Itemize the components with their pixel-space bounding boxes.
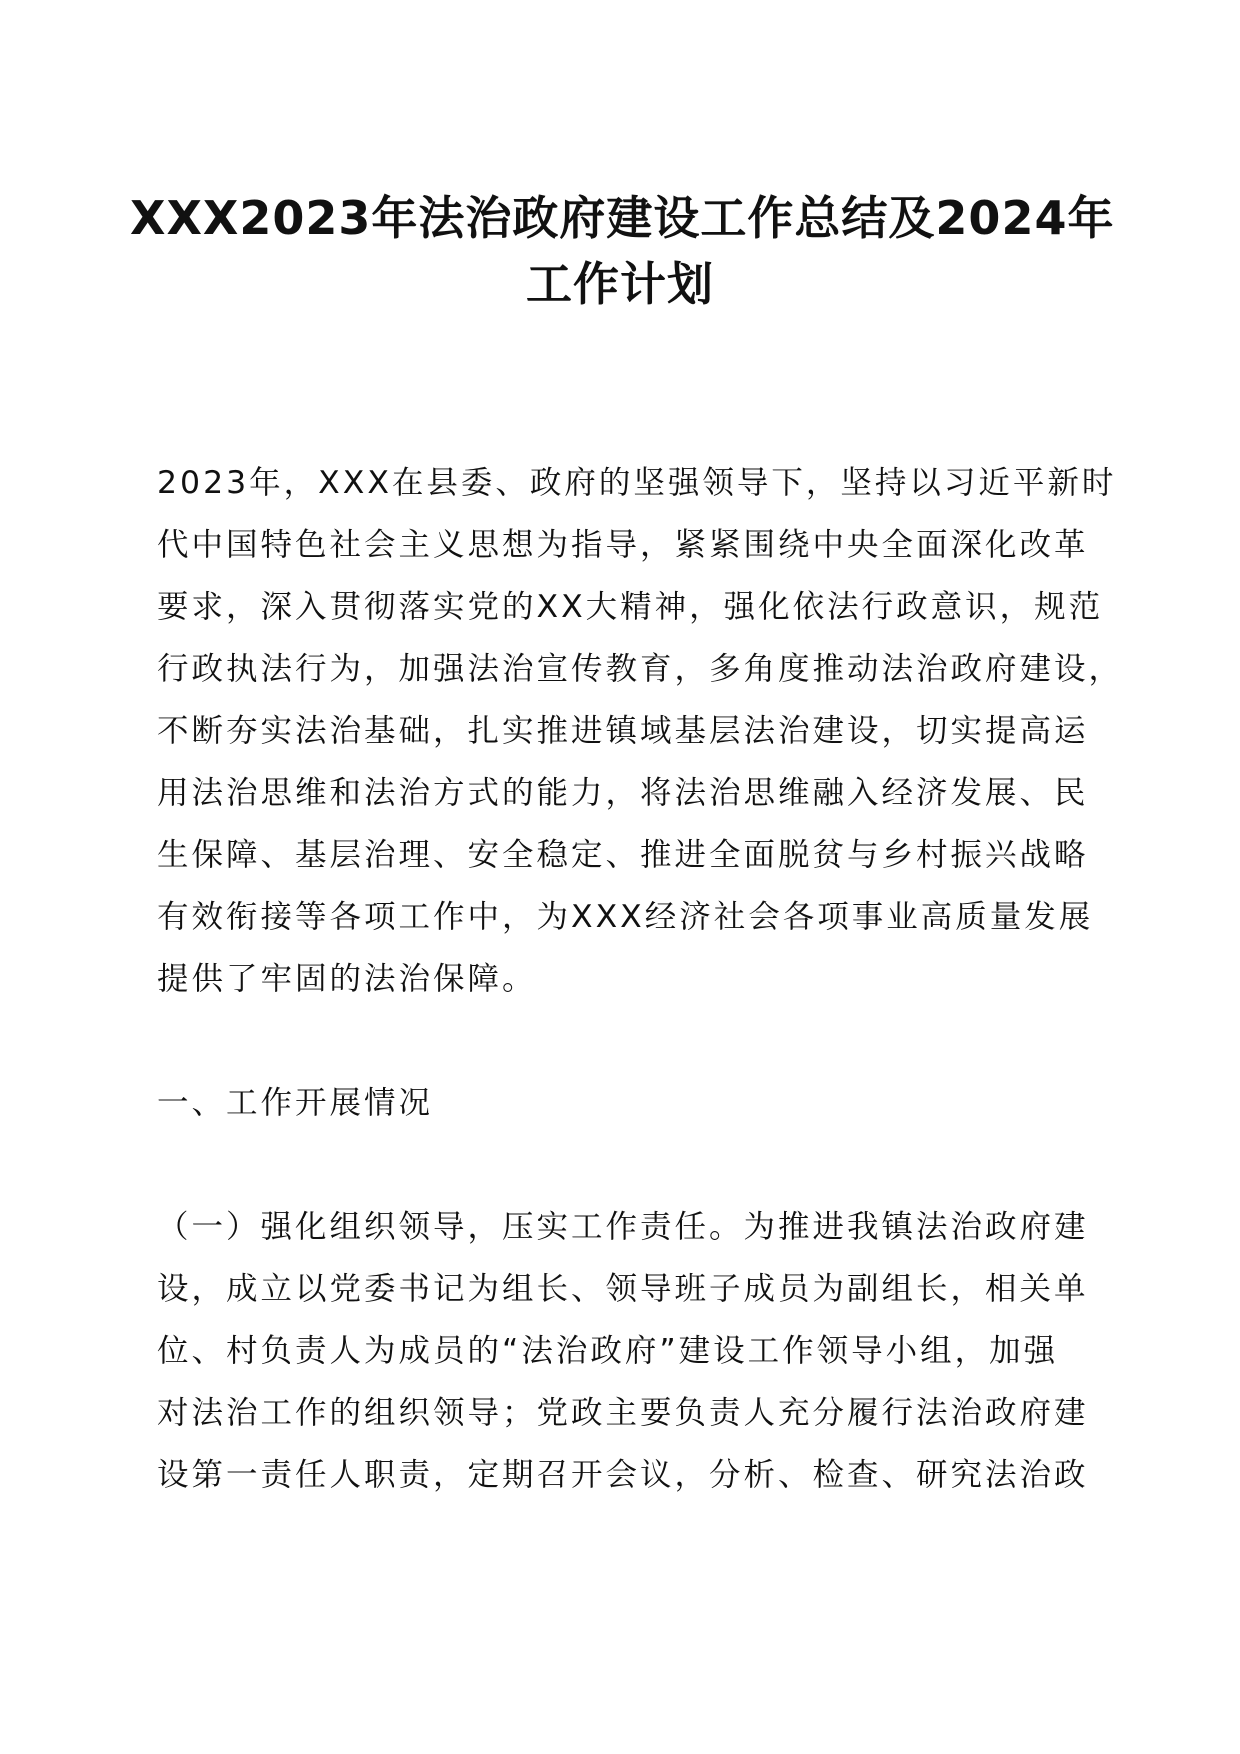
intro-line-8: 有效衔接等各项工作中，为XXX经济社会各项事业高质量发展	[157, 899, 1094, 935]
subsection-line-2: 设，成立以党委书记为组长、领导班子成员为副组长，相关单	[157, 1271, 1089, 1307]
intro-line-4: 行政执法行为，加强法治宣传教育，多角度推动法治政府建设，	[157, 651, 1124, 687]
intro-line-1: 2023年，XXX在县委、政府的坚强领导下，坚持以习近平新时	[157, 465, 1117, 501]
paragraph-gap	[157, 1134, 1087, 1196]
subsection-line-5: 设第一责任人职责，定期召开会议，分析、检查、研究法治政	[157, 1457, 1089, 1493]
document-body	[157, 452, 1124, 1506]
title-line-2: 工作计划	[526, 257, 714, 311]
intro-line-5: 不断夯实法治基础，扎实推进镇域基层法治建设，切实提高运	[157, 713, 1089, 749]
subsection-line-4: 对法治工作的组织领导；党政主要负责人充分履行法治政府建	[157, 1395, 1089, 1431]
document-title	[130, 185, 1115, 317]
subsection-line-3: 位、村负责人为成员的“法治政府”建设工作领导小组，加强	[157, 1333, 1059, 1369]
intro-line-2: 代中国特色社会主义思想为指导，紧紧围绕中央全面深化改革	[157, 527, 1089, 563]
subsection-line-1: （一）强化组织领导，压实工作责任。为推进我镇法治政府建	[157, 1209, 1089, 1245]
paragraph-gap	[157, 1010, 1087, 1072]
intro-line-7: 生保障、基层治理、安全稳定、推进全面脱贫与乡村振兴战略	[157, 837, 1089, 873]
intro-line-9: 提供了牢固的法治保障。	[157, 961, 537, 997]
section-heading: 一、工作开展情况	[157, 1085, 434, 1121]
title-line-1: XXX2023年法治政府建设工作总结及2024年	[130, 191, 1115, 245]
intro-line-3: 要求，深入贯彻落实党的XX大精神，强化依法行政意识，规范	[157, 589, 1104, 625]
intro-line-6: 用法治思维和法治方式的能力，将法治思维融入经济发展、民	[157, 775, 1089, 811]
